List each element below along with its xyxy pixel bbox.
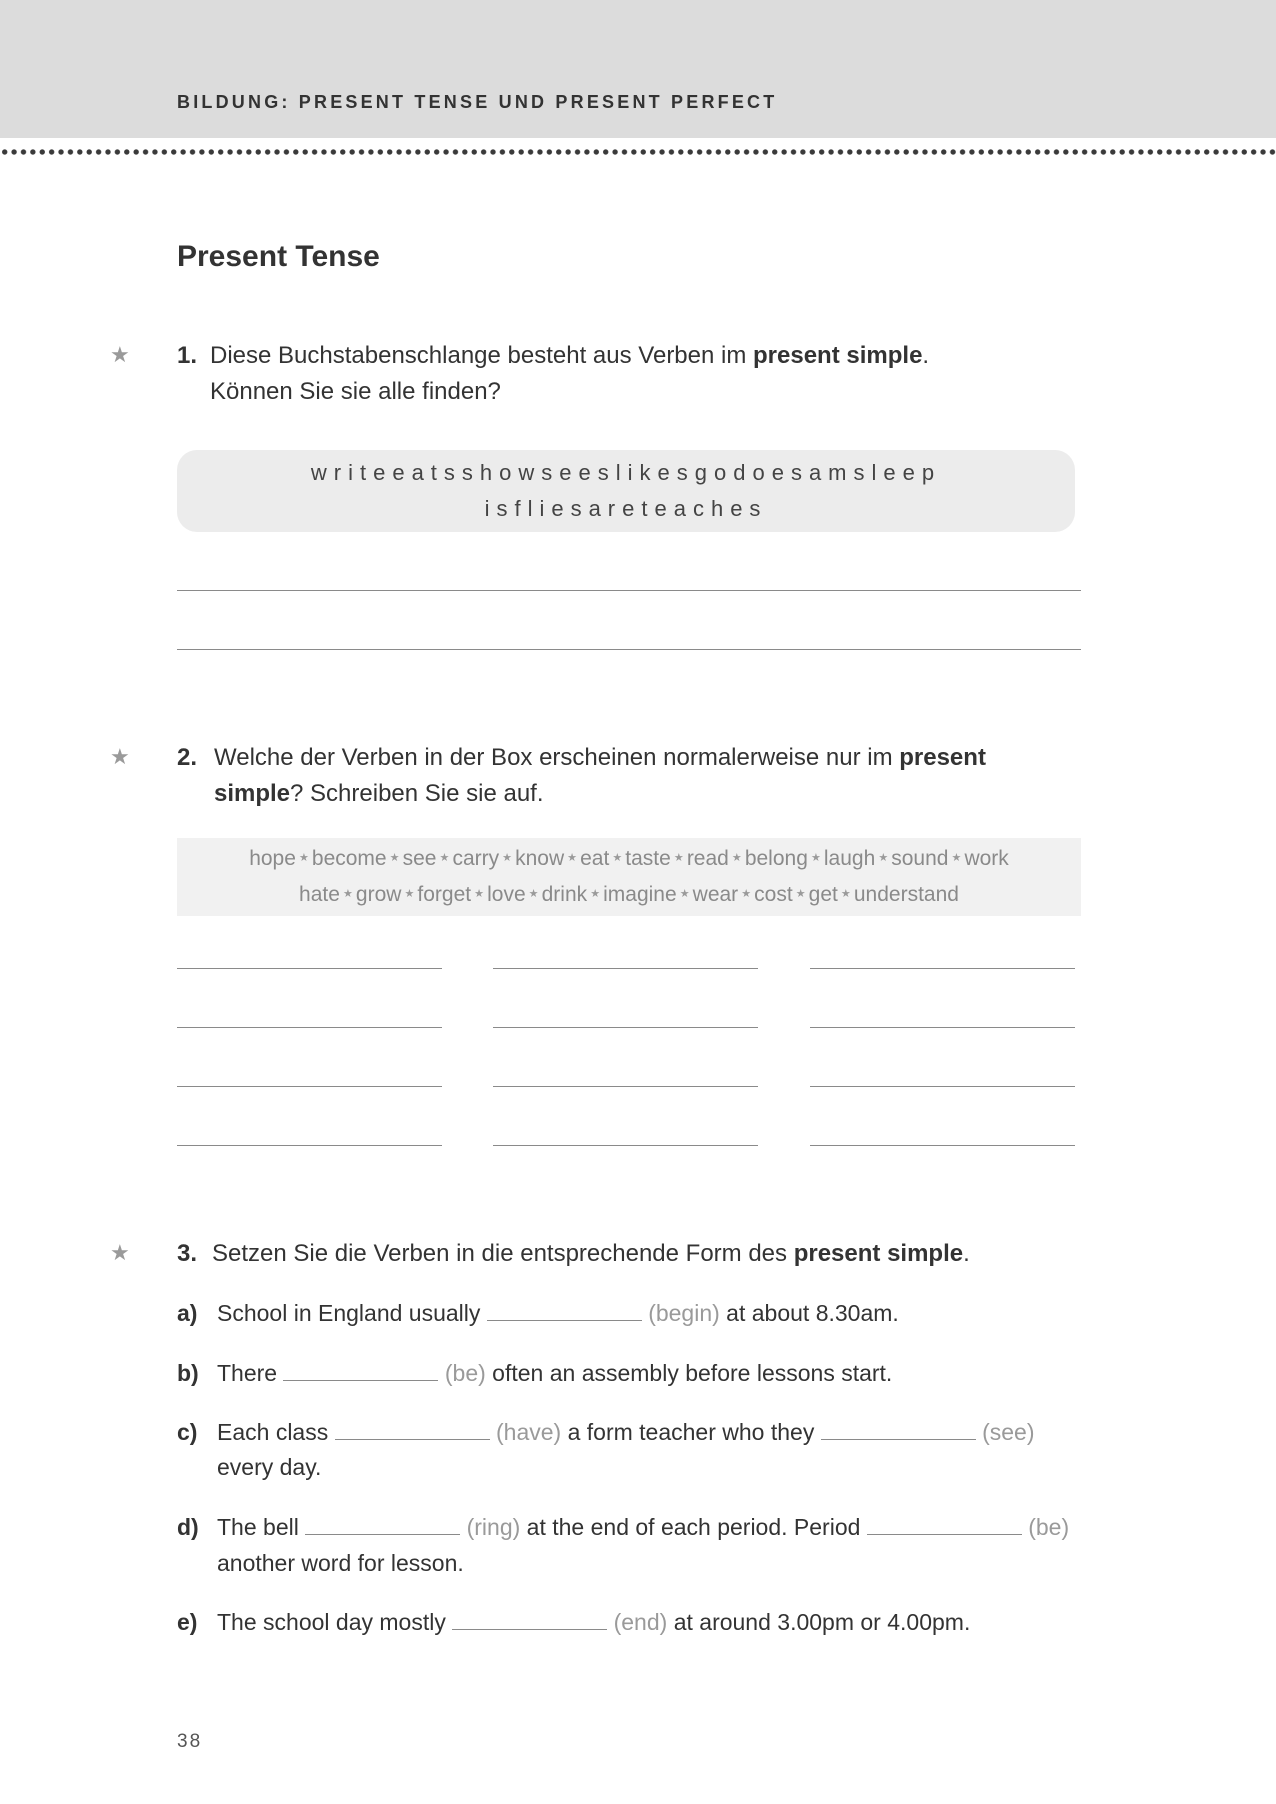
verb-item: eat <box>580 847 610 870</box>
separator-star-icon: ★ <box>339 888 356 900</box>
page-number: 38 <box>177 1731 203 1752</box>
verb-item: carry <box>452 847 500 870</box>
exercise-instruction <box>212 1236 1112 1272</box>
separator-star-icon: ★ <box>837 888 854 900</box>
verb-item: understand <box>853 883 959 906</box>
verb-item: hate <box>299 883 340 906</box>
verb-hint: (be) <box>444 1360 486 1386</box>
blank-field[interactable] <box>283 1360 438 1381</box>
verb-item: grow <box>355 883 402 906</box>
blank-field[interactable] <box>867 1514 1022 1535</box>
instruction-text: . <box>922 342 930 369</box>
difficulty-star-icon: ★ <box>110 744 130 769</box>
separator-star-icon: ★ <box>564 852 581 864</box>
exercise-instruction <box>214 740 1114 812</box>
sentence-text: a form teacher who they <box>561 1419 821 1445</box>
verb-row <box>177 847 1081 871</box>
letter-snake-box <box>177 450 1075 532</box>
separator-star-icon: ★ <box>295 852 312 864</box>
section-title: Present Tense <box>177 240 380 273</box>
verb-hint: (begin) <box>648 1300 720 1326</box>
sentence-text: The school day mostly <box>217 1609 453 1635</box>
item-letter: b) <box>177 1360 199 1386</box>
difficulty-star-icon: ★ <box>110 1240 130 1265</box>
verb-box <box>177 838 1081 916</box>
answer-line[interactable] <box>493 1086 758 1087</box>
separator-star-icon: ★ <box>609 852 626 864</box>
separator-star-icon: ★ <box>525 888 542 900</box>
sentence-e <box>217 1609 970 1636</box>
sentence-c <box>217 1419 1035 1446</box>
verb-hint: (have) <box>496 1419 562 1445</box>
verb-item: belong <box>744 847 808 870</box>
verb-item: wear <box>692 883 739 906</box>
item-letter: e) <box>177 1609 198 1635</box>
instruction-bold: present simple <box>753 342 923 369</box>
verb-item: forget <box>417 883 472 906</box>
item-letter: a) <box>177 1300 198 1326</box>
verb-item: become <box>311 847 387 870</box>
instruction-bold: present <box>899 744 986 771</box>
item-letter: d) <box>177 1514 199 1540</box>
separator-star-icon: ★ <box>875 852 892 864</box>
sentence-text: at the end of each period. Period <box>520 1514 867 1540</box>
sentence-text: often an assembly before lessons start. <box>485 1360 893 1386</box>
sentence-text: Each class <box>217 1419 335 1445</box>
verb-item: cost <box>754 883 793 906</box>
blank-field[interactable] <box>305 1514 460 1535</box>
sentence-text: at about 8.30am. <box>719 1300 899 1326</box>
verb-item: imagine <box>603 883 677 906</box>
separator-star-icon: ★ <box>738 888 755 900</box>
answer-line[interactable] <box>493 968 758 969</box>
blank-field[interactable] <box>335 1419 490 1440</box>
blank-field[interactable] <box>821 1419 976 1440</box>
answer-line[interactable] <box>810 1145 1075 1146</box>
answer-line[interactable] <box>177 968 442 969</box>
answer-line[interactable] <box>810 968 1075 969</box>
instruction-text: Diese Buchstabenschlange besteht aus Verben im <box>210 342 754 369</box>
sentence-d-cont: another word for lesson. <box>217 1550 464 1576</box>
separator-star-icon: ★ <box>436 852 453 864</box>
separator-star-icon: ★ <box>807 852 824 864</box>
answer-line[interactable] <box>810 1027 1075 1028</box>
sentence-text: The bell <box>217 1514 306 1540</box>
verb-hint: (ring) <box>466 1514 521 1540</box>
verb-item: hope <box>249 847 296 870</box>
answer-line[interactable] <box>177 590 1081 591</box>
instruction-text: . <box>963 1240 970 1267</box>
instruction-text: ? Schreiben Sie sie auf. <box>290 780 544 807</box>
answer-line[interactable] <box>493 1145 758 1146</box>
separator-star-icon: ★ <box>792 888 809 900</box>
answer-line[interactable] <box>177 1145 442 1146</box>
exercise-number: 1. <box>177 342 198 369</box>
separator-star-icon: ★ <box>670 852 687 864</box>
separator-star-icon: ★ <box>499 852 516 864</box>
sentence-c-cont: every day. <box>217 1454 322 1480</box>
dotted-divider <box>0 148 1276 156</box>
verb-item: sound <box>891 847 949 870</box>
verb-item: see <box>402 847 437 870</box>
verb-item: read <box>686 847 729 870</box>
separator-star-icon: ★ <box>728 852 745 864</box>
sentence-d <box>217 1514 1069 1541</box>
item-letter: c) <box>177 1419 198 1445</box>
exercise-number: 3. <box>177 1240 198 1267</box>
blank-field[interactable] <box>487 1300 642 1321</box>
letter-snake-line: writeeatsshowseeslikesgodoesamsleep <box>310 460 942 485</box>
instruction-text: Können Sie sie alle finden? <box>210 378 501 405</box>
verb-item: taste <box>625 847 671 870</box>
verb-hint: (end) <box>613 1609 668 1635</box>
sentence-text: at around 3.00pm or 4.00pm. <box>667 1609 971 1635</box>
verb-item: laugh <box>823 847 876 870</box>
header-band <box>0 0 1276 138</box>
answer-line[interactable] <box>177 649 1081 650</box>
blank-field[interactable] <box>452 1609 607 1630</box>
verb-item: get <box>808 883 838 906</box>
verb-item: drink <box>541 883 588 906</box>
chapter-title: BILDUNG: PRESENT TENSE UND PRESENT PERFECT <box>177 92 778 112</box>
verb-row <box>177 883 1081 907</box>
sentence-a <box>217 1300 899 1327</box>
separator-star-icon: ★ <box>386 852 403 864</box>
exercise-instruction <box>210 338 1110 410</box>
verb-hint: (be) <box>1028 1514 1070 1540</box>
answer-line[interactable] <box>177 1027 442 1028</box>
letter-snake-line: isfliesareteaches <box>484 496 768 521</box>
separator-star-icon: ★ <box>948 852 965 864</box>
separator-star-icon: ★ <box>401 888 418 900</box>
verb-item: know <box>515 847 565 870</box>
sentence-text: There <box>217 1360 284 1386</box>
instruction-bold: simple <box>214 780 291 807</box>
answer-line[interactable] <box>493 1027 758 1028</box>
verb-hint: (see) <box>982 1419 1035 1445</box>
instruction-text: Welche der Verben in der Box erscheinen normalerweise nur im <box>214 744 900 771</box>
separator-star-icon: ★ <box>471 888 488 900</box>
answer-line[interactable] <box>810 1086 1075 1087</box>
exercise-number: 2. <box>177 744 198 771</box>
instruction-bold: present simple <box>793 1240 964 1267</box>
separator-star-icon: ★ <box>676 888 693 900</box>
sentence-text: School in England usually <box>217 1300 487 1326</box>
answer-line[interactable] <box>177 1086 442 1087</box>
verb-item: work <box>964 847 1009 870</box>
verb-item: love <box>487 883 526 906</box>
sentence-b <box>217 1360 892 1387</box>
difficulty-star-icon: ★ <box>110 342 130 367</box>
separator-star-icon: ★ <box>587 888 604 900</box>
instruction-text: Setzen Sie die Verben in die entsprechende Form des <box>212 1240 794 1267</box>
